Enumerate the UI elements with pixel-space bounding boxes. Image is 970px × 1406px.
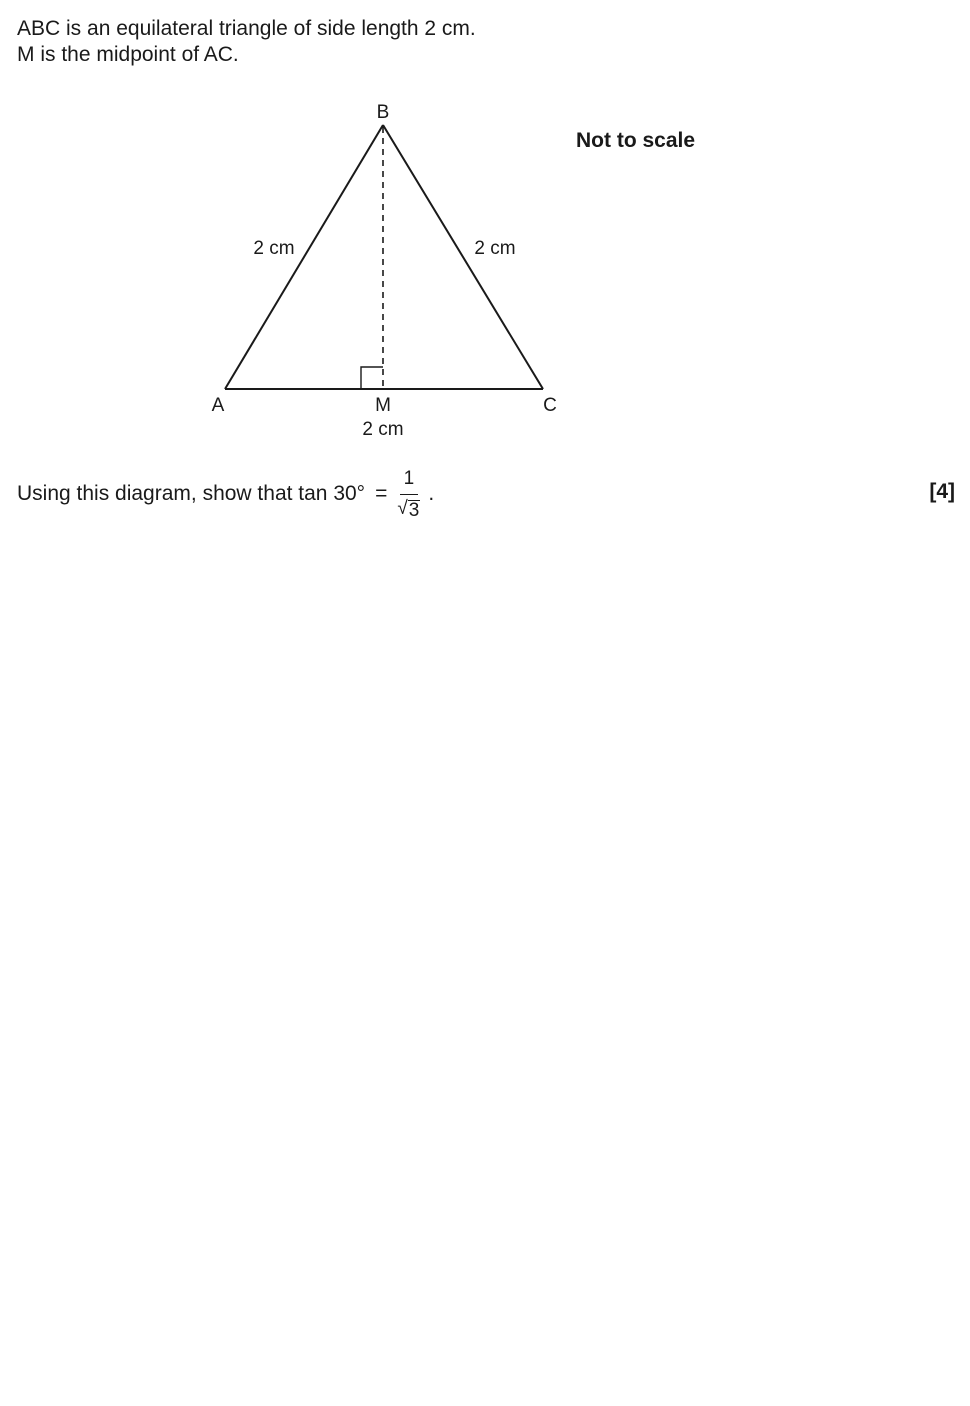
not-to-scale-note: Not to scale (576, 129, 696, 152)
fraction (397, 467, 420, 521)
question-terminator: . (428, 482, 435, 505)
intro-line-1: ABC is an equilateral triangle of side length 2 cm. (17, 17, 476, 40)
side-ac-length: 2 cm (362, 419, 404, 440)
side-bc (383, 125, 543, 389)
right-angle-marker (361, 367, 383, 389)
side-bc-length: 2 cm (474, 238, 516, 259)
marks-label: [4] (929, 480, 955, 503)
vertex-b-label: B (376, 102, 390, 123)
radicand: 3 (408, 500, 420, 521)
vertex-c-label: C (543, 395, 557, 416)
question-text: Using this diagram, show that tan 30° (17, 482, 366, 505)
fraction-denominator (397, 495, 420, 521)
intro-line-2: M is the midpoint of AC. (17, 43, 239, 66)
side-ab-length: 2 cm (253, 238, 295, 259)
fraction-numerator: 1 (400, 467, 419, 495)
equals-sign: = (375, 482, 388, 505)
vertex-a-label: A (211, 395, 225, 416)
square-root-sign: √ (397, 498, 408, 519)
midpoint-m-label: M (375, 395, 391, 416)
side-ab (225, 125, 383, 389)
triangle-diagram (0, 0, 970, 460)
question-prompt (17, 462, 434, 526)
